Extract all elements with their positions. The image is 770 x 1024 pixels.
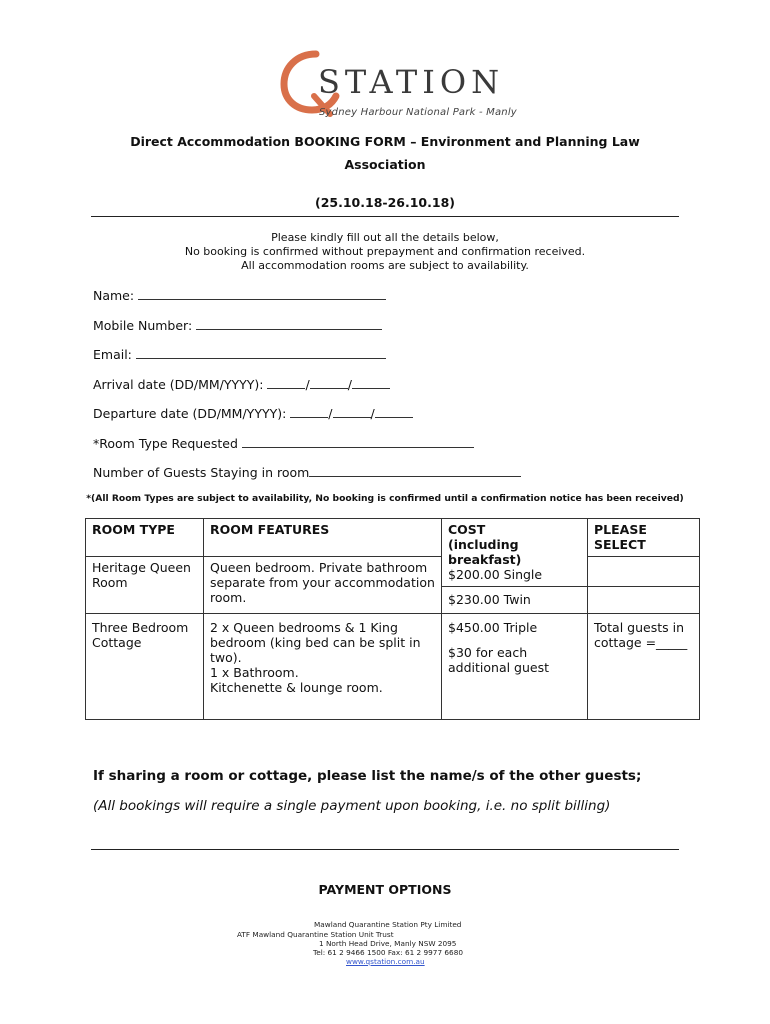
arrival-field-row: [93, 376, 390, 392]
heritage-room-type: Heritage Queen Room: [86, 557, 204, 614]
mobile-input-line[interactable]: [196, 317, 382, 330]
cottage-features-bathroom: 1 x Bathroom.: [210, 665, 299, 680]
header-cost-cell: [442, 519, 588, 587]
heritage-cost-twin: $230.00 Twin: [442, 587, 588, 614]
departure-label: Departure date (DD/MM/YYYY):: [93, 406, 287, 421]
header-please-select: PLEASE SELECT: [588, 519, 700, 557]
heritage-cost-single: $200.00 Single: [448, 567, 543, 582]
table-row-heritage: [86, 557, 700, 587]
footer-company: Mawland Quarantine Station Pty Limited: [314, 920, 462, 929]
single-payment-note: (All bookings will require a single payment upon booking, i.e. no split billing): [93, 798, 611, 814]
notice-line3: All accommodation rooms are subject to availability.: [241, 259, 529, 272]
heritage-room-features: Queen bedroom. Private bathroom separate from your accommodation room.: [204, 557, 442, 614]
logo-wordmark: STATION: [318, 63, 505, 101]
header-room-features: ROOM FEATURES: [204, 519, 442, 557]
departure-field-row: [93, 405, 413, 421]
departure-month-input[interactable]: [333, 405, 371, 418]
form-dates: (25.10.18-26.10.18): [315, 195, 455, 210]
cottage-cost-triple: $450.00 Triple: [448, 620, 538, 635]
email-input-line[interactable]: [136, 346, 386, 359]
arrival-label: Arrival date (DD/MM/YYYY):: [93, 377, 264, 392]
footer-phone-fax: Tel: 61 2 9466 1500 Fax: 61 2 9977 6680: [313, 948, 463, 957]
header-room-type: ROOM TYPE: [86, 519, 204, 557]
room-type-field-row: [93, 435, 474, 451]
notice-line1: Please kindly fill out all the details below,: [271, 231, 499, 244]
guests-field-row: [93, 464, 521, 480]
departure-day-input[interactable]: [290, 405, 328, 418]
email-label: Email:: [93, 347, 132, 362]
sharing-divider: [91, 849, 679, 850]
guests-input-line[interactable]: [309, 464, 521, 477]
name-label: Name:: [93, 288, 135, 303]
footer-website-link[interactable]: www.qstation.com.au: [346, 957, 425, 966]
footer-website-row: [346, 957, 466, 967]
cottage-cost-additional: $30 for each additional guest: [448, 645, 550, 675]
heritage-select-twin[interactable]: [588, 587, 700, 614]
header-cost-note: (including breakfast): [448, 537, 522, 567]
heritage-select-single[interactable]: [588, 557, 700, 587]
sharing-instruction: If sharing a room or cottage, please list the name/s of the other guests;: [93, 768, 642, 784]
arrival-year-input[interactable]: [352, 376, 390, 389]
arrival-month-input[interactable]: [310, 376, 348, 389]
guests-label: Number of Guests Staying in room: [93, 465, 310, 480]
notice-line2: No booking is confirmed without prepayment and confirmation received.: [184, 245, 586, 258]
payment-options-title: PAYMENT OPTIONS: [318, 882, 452, 897]
mobile-label: Mobile Number:: [93, 318, 193, 333]
form-title-line2: Association: [344, 157, 426, 172]
table-header-row: [86, 519, 700, 557]
email-field-row: [93, 346, 386, 362]
arrival-day-input[interactable]: [267, 376, 305, 389]
title-divider: [91, 216, 679, 217]
room-options-table: [85, 518, 700, 720]
cottage-cost-cell: [442, 614, 588, 720]
form-title-line1: Direct Accommodation BOOKING FORM – Environment and Planning Law: [130, 134, 640, 149]
cottage-select[interactable]: Total guests in cottage =_____: [588, 614, 700, 720]
footer-trust: ATF Mawland Quarantine Station Unit Trust: [237, 930, 394, 939]
arrival-slash-1: /: [305, 377, 310, 392]
departure-slash-1: /: [328, 406, 333, 421]
cottage-features-kitchen: Kitchenette & lounge room.: [210, 680, 383, 695]
cottage-room-features-cell: [204, 614, 442, 720]
room-type-label: *Room Type Requested: [93, 436, 238, 451]
availability-note: *(All Room Types are subject to availability, No booking is confirmed until a confirmation notice has been received): [86, 493, 684, 504]
cottage-room-type: Three Bedroom Cottage: [86, 614, 204, 720]
logo-tagline: Sydney Harbour National Park - Manly: [319, 107, 517, 118]
name-input-line[interactable]: [138, 287, 386, 300]
header-cost: COST: [448, 522, 486, 537]
departure-slash-2: /: [370, 406, 375, 421]
room-type-input-line[interactable]: [242, 435, 474, 448]
name-field-row: [93, 287, 386, 303]
arrival-slash-2: /: [347, 377, 352, 392]
table-row-cottage: [86, 614, 700, 720]
departure-year-input[interactable]: [375, 405, 413, 418]
mobile-field-row: [93, 317, 382, 333]
cottage-features-bedrooms: 2 x Queen bedrooms & 1 King bedroom (king bed can be split in two).: [210, 620, 421, 665]
footer-address: 1 North Head Drive, Manly NSW 2095: [319, 939, 457, 948]
